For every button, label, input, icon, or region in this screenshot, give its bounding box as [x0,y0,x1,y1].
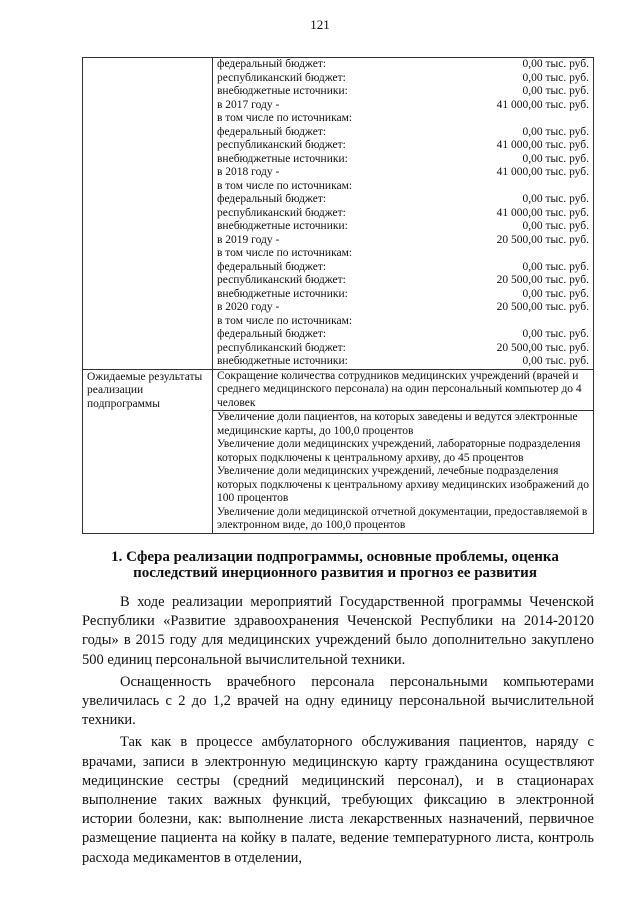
finance-line [217,180,589,194]
finance-line-label: в том числе по источникам: [217,179,353,192]
finance-line [217,126,589,140]
finance-line-value: 41 000,00 тыс. руб. [496,98,589,111]
finance-line-value: 41 000,00 тыс. руб. [496,139,589,151]
finance-line [217,342,589,356]
results-first-cell [213,369,594,411]
results-row-first [83,369,594,411]
finance-line [217,72,589,86]
result-item: Сокращение количества сотрудников медицинских учреждений (врачей и среднего медицинского персонала) на один персональный компьютер до 4 человек [217,369,582,409]
finance-label-cell [83,58,213,370]
results-label-cell [83,369,213,533]
finance-line-label: в 2020 году - [217,301,280,313]
finance-line [217,112,589,126]
finance-line-value: 0,00 тыс. руб. [522,287,589,300]
finance-line [217,355,589,369]
paragraph: В ходе реализации мероприятий Государственной программы Чеченской Республики «Развитие здравоохранения Чеченской Республики на 2014-20120 годы» в 2015 году для медицинских учреждений было дополнительно закуплено 500 единиц персональной вычислительной техники. [82,594,594,668]
finance-line-label: республиканский бюджет: [217,71,346,84]
finance-line [217,234,589,248]
finance-line [217,261,589,275]
finance-line-value: 20 500,00 тыс. руб. [496,301,589,313]
finance-line [217,99,589,113]
finance-line-label: внебюджетные источники: [217,85,348,97]
finance-line-value: 20 500,00 тыс. руб. [496,341,589,354]
finance-line-label: в 2019 году - [217,233,280,246]
finance-line-label: республиканский бюджет: [217,139,346,151]
finance-line-value: 0,00 тыс. руб. [522,125,589,138]
finance-line-label: республиканский бюджет: [217,274,346,286]
passport-table [82,57,594,534]
finance-line-label: федеральный бюджет: [217,328,327,340]
paragraph: Оснащенность врачебного персонала персональными компьютерами увеличилась с 2 до 1,2 врачей на одну единицу персональной вычислительной техники. [82,673,594,729]
section-heading: 1. Сфера реализации подпрограммы, основные проблемы, оценка последствий инерционного развития и прогноз ее развития [111,549,559,581]
finance-line-label: в 2018 году - [217,166,280,178]
page-number: 121 [310,17,330,32]
finance-line-value: 0,00 тыс. руб. [522,220,589,232]
finance-line-value: 0,00 тыс. руб. [522,85,589,97]
finance-row [83,58,594,370]
finance-line-value: 0,00 тыс. руб. [522,58,589,70]
finance-line-value: 0,00 тыс. руб. [522,152,589,165]
finance-line [217,301,589,315]
finance-line-value: 0,00 тыс. руб. [522,71,589,84]
finance-cell [213,58,594,370]
finance-line [217,315,589,329]
finance-line-label: республиканский бюджет: [217,341,346,354]
section-body [82,593,594,871]
finance-line-value: 0,00 тыс. руб. [522,193,589,205]
finance-line-value: 20 500,00 тыс. руб. [496,274,589,286]
finance-line [217,247,589,261]
finance-line-value: 41 000,00 тыс. руб. [496,206,589,219]
finance-line-value: 0,00 тыс. руб. [522,260,589,273]
finance-line-label: федеральный бюджет: [217,58,327,70]
finance-line-value: 20 500,00 тыс. руб. [496,233,589,246]
finance-line-label: в том числе по источникам: [217,314,353,327]
finance-line-label: внебюджетные источники: [217,355,348,367]
result-item: Увеличение доли пациентов, на которых заведены и ведутся электронные медицинские карты, до 100,0 процентов [217,411,578,437]
finance-line [217,58,589,72]
finance-line-label: внебюджетные источники: [217,152,348,165]
finance-line-label: внебюджетные источники: [217,287,348,300]
finance-line [217,288,589,302]
finance-line [217,153,589,167]
result-item: Увеличение доли медицинских учреждений, лабораторные подразделения которых подключены к центральному архиву, до 45 процентов [217,438,581,464]
finance-line-value: 41 000,00 тыс. руб. [496,166,589,178]
result-item: Увеличение доли медицинской отчетной документации, предоставляемой в электронном виде, до 100,0 процентов [217,505,588,531]
finance-line [217,139,589,153]
finance-line [217,220,589,234]
results-label: Ожидаемые результаты реализации подпрограммы [87,370,203,410]
finance-line-label: в том числе по источникам: [217,112,353,124]
finance-line [217,193,589,207]
finance-line-label: в том числе по источникам: [217,247,353,259]
results-items-cell [213,411,594,534]
finance-line-label: федеральный бюджет: [217,193,327,205]
finance-line-label: внебюджетные источники: [217,220,348,232]
finance-line-label: федеральный бюджет: [217,260,327,273]
finance-line-value: 0,00 тыс. руб. [522,328,589,340]
finance-line [217,328,589,342]
finance-lines [217,58,589,369]
finance-line [217,207,589,221]
finance-line [217,274,589,288]
finance-line-value: 0,00 тыс. руб. [522,355,589,367]
finance-line [217,85,589,99]
finance-line-label: в 2017 году - [217,98,280,111]
finance-line [217,166,589,180]
finance-line-label: республиканский бюджет: [217,206,346,219]
paragraph: Так как в процессе амбулаторного обслуживания пациентов, наряду с врачами, записи в электронную медицинскую карту гражданина осуществляют медицинские сестры (средний медицинский персонал), и в стационарах выполнение таких важных функций, требующих фиксацию в электронной истории болезни, как: выполнение листа лекарственных назначений, первичное размещение пациента на койку в палате, ведение температурного листа, контроль расхода медикаментов в отделении, [82,734,594,866]
finance-line-label: федеральный бюджет: [217,125,327,138]
result-item: Увеличение доли медицинских учреждений, лечебные подразделения которых подключены к центральному архиву медицинских изображений до 100 процентов [217,465,589,504]
